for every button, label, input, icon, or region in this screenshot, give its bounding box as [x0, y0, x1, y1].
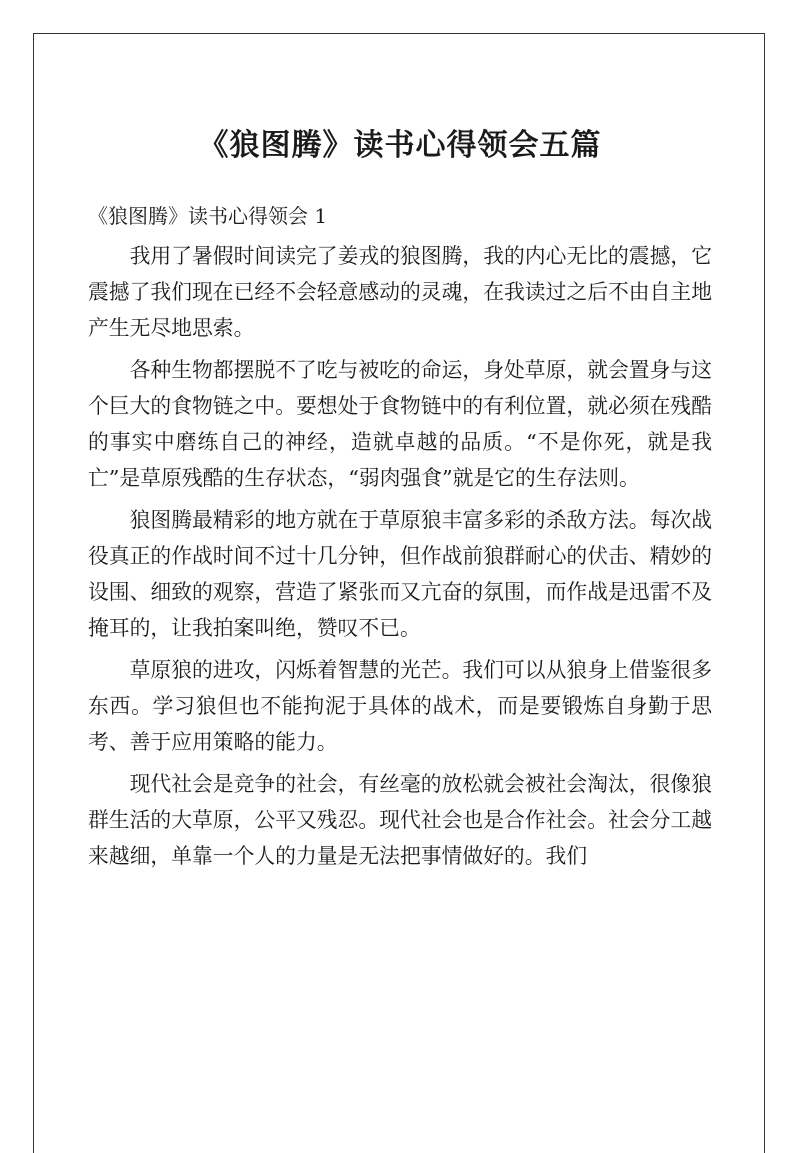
paragraph-4: 草原狼的进攻，闪烁着智慧的光芒。我们可以从狼身上借鉴很多东西。学习狼但也不能拘泥于具体的战术，而是要锻炼自身勤于思考、善于应用策略的能力。	[88, 658, 712, 754]
paragraph-5: 现代社会是竞争的社会，有丝毫的放松就会被社会淘汰，很像狼群生活的大草原，公平又残忍。现代社会也是合作社会。社会分工越来越细，单靠一个人的力量是无法把事情做好的。我们	[88, 772, 712, 868]
paragraph-1: 我用了暑假时间读完了姜戎的狼图腾，我的内心无比的震撼，它震撼了我们现在已经不会轻意感动的灵魂，在我读过之后不由自主地产生无尽地思索。	[88, 244, 712, 340]
document-body	[88, 126, 712, 874]
section-heading: 《狼图腾》读书心得领会 1	[88, 204, 328, 228]
paragraph-2: 各种生物都摆脱不了吃与被吃的命运，身处草原，就会置身与这个巨大的食物链之中。要想处于食物链中的有利位置，就必须在残酷的事实中磨练自己的神经，造就卓越的品质。“不是你死，就是我亡”是草原残酷的生存状态，“弱肉强食”就是它的生存法则。	[88, 358, 712, 490]
document-title: 《狼图腾》读书心得领会五篇	[198, 128, 602, 163]
paragraph-3: 狼图腾最精彩的地方就在于草原狼丰富多彩的杀敌方法。每次战役真正的作战时间不过十几分钟，但作战前狼群耐心的伏击、精妙的设围、细致的观察，营造了紧张而又亢奋的氛围，而作战是迅雷不及掩耳的，让我拍案叫绝，赞叹不已。	[88, 508, 712, 640]
